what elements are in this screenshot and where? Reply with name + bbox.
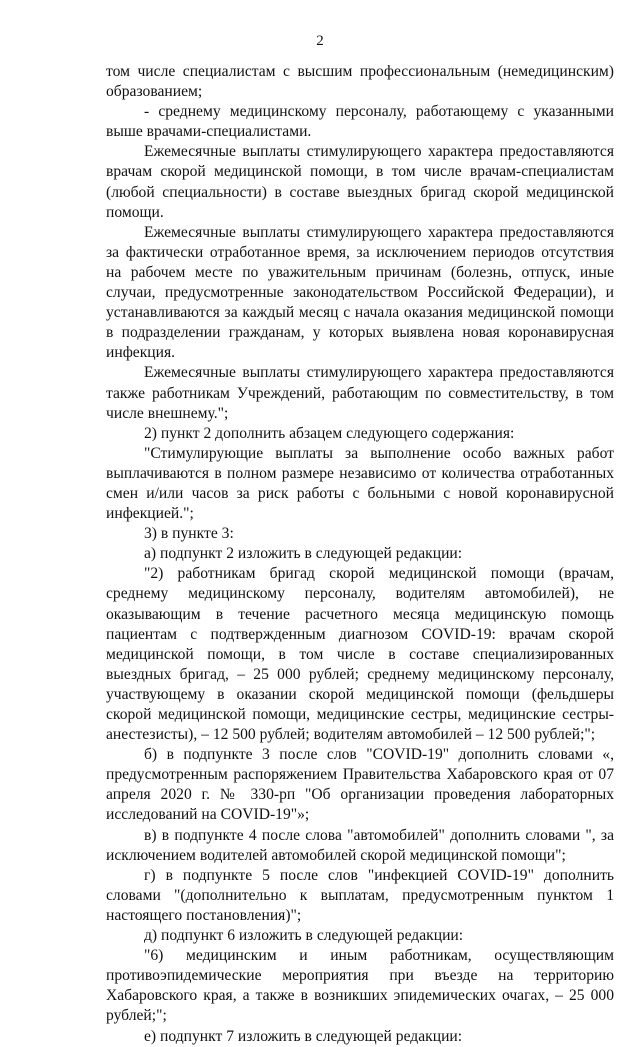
document-body (106, 62, 614, 1047)
paragraph: "Стимулирующие выплаты за выполнение особо важных работ выплачиваются в полном размере независимо от количества отработанных смен и/или часов за риск работы с больными с новой коронавирусной инфекцией."; (106, 444, 614, 523)
paragraph: Ежемесячные выплаты стимулирующего характера предоставляются врачам скорой медицинской помощи, в том числе врачам-специалистам (любой специальности) в составе выездных бригад скорой медицинской помощи. (106, 143, 614, 221)
paragraph: е) подпункт 7 изложить в следующей редакции: (144, 1027, 463, 1045)
paragraph: "6) медицинским и иным работникам, осуществляющим противоэпидемические мероприятия при въезде на территорию Хабаровского края, а также в возникших эпидемических очагах, – 25 000 рублей;"; (106, 947, 614, 1025)
paragraph: - среднему медицинскому персоналу, работающему с указанными выше врачами-специалистами. (106, 103, 614, 141)
paragraph: д) подпункт 6 изложить в следующей редакции: (144, 927, 464, 945)
paragraph: в) в подпункте 4 после слова "автомобилей" дополнить словами ", за исключением водителей автомобилей скорой медицинской помощи"; (106, 826, 614, 864)
paragraph: Ежемесячные выплаты стимулирующего характера предоставляются за фактически отработанное время, за исключением периодов отсутствия на рабочем месте по уважительным причинам (болезнь, отпуск, иные случаи, предусмотренные законодательством Российской Федерации), и устанавливаются за каждый месяц с начала оказания медицинской помощи в подразделении гражданам, у которых выявлена новая коронавирусная инфекция. (106, 223, 614, 362)
paragraph: том числе специалистам с высшим профессиональным (немедицинским) образованием; (106, 63, 614, 101)
paragraph: б) в подпункте 3 после слов "COVID-19" дополнить словами «, предусмотренным распоряжением Правительства Хабаровского края от 07 апреля 2020 г. № 330-рп "Об организации проведения лабораторных исследований на COVID-19"»; (106, 746, 614, 824)
paragraph: Ежемесячные выплаты стимулирующего характера предоставляются также работникам Учреждений, работающим по совместительству, в том числе внешнему."; (106, 364, 614, 422)
paragraph: "2) работникам бригад скорой медицинской помощи (врачам, среднему медицинскому персоналу, водителям автомобилей), не оказывающим в течение расчетного месяца медицинскую помощь пациентам с подтвержденным диагнозом COVID-19: врачам скорой медицинской помощи, в том числе в составе специализированных выездных бригад, – 25 000 рублей; среднему медицинскому персоналу, участвующему в оказании скорой медицинской помощи (фельдшеры скорой медицинской помощи, медицинские сестры, медицинские сестры-анестезисты), – 12 500 рублей; водителям автомобилей – 12 500 рублей;"; (106, 565, 614, 744)
paragraph: 2) пункт 2 дополнить абзацем следующего содержания: (144, 424, 515, 442)
paragraph: а) подпункт 2 изложить в следующей редакции: (144, 545, 463, 563)
page-number: 2 (316, 33, 324, 49)
paragraph: 3) в пункте 3: (144, 525, 234, 543)
paragraph: г) в подпункте 5 после слов "инфекцией COVID-19" дополнить словами "(дополнительно к выплатам, предусмотренным пунктом 1 настоящего постановления)"; (106, 866, 614, 924)
